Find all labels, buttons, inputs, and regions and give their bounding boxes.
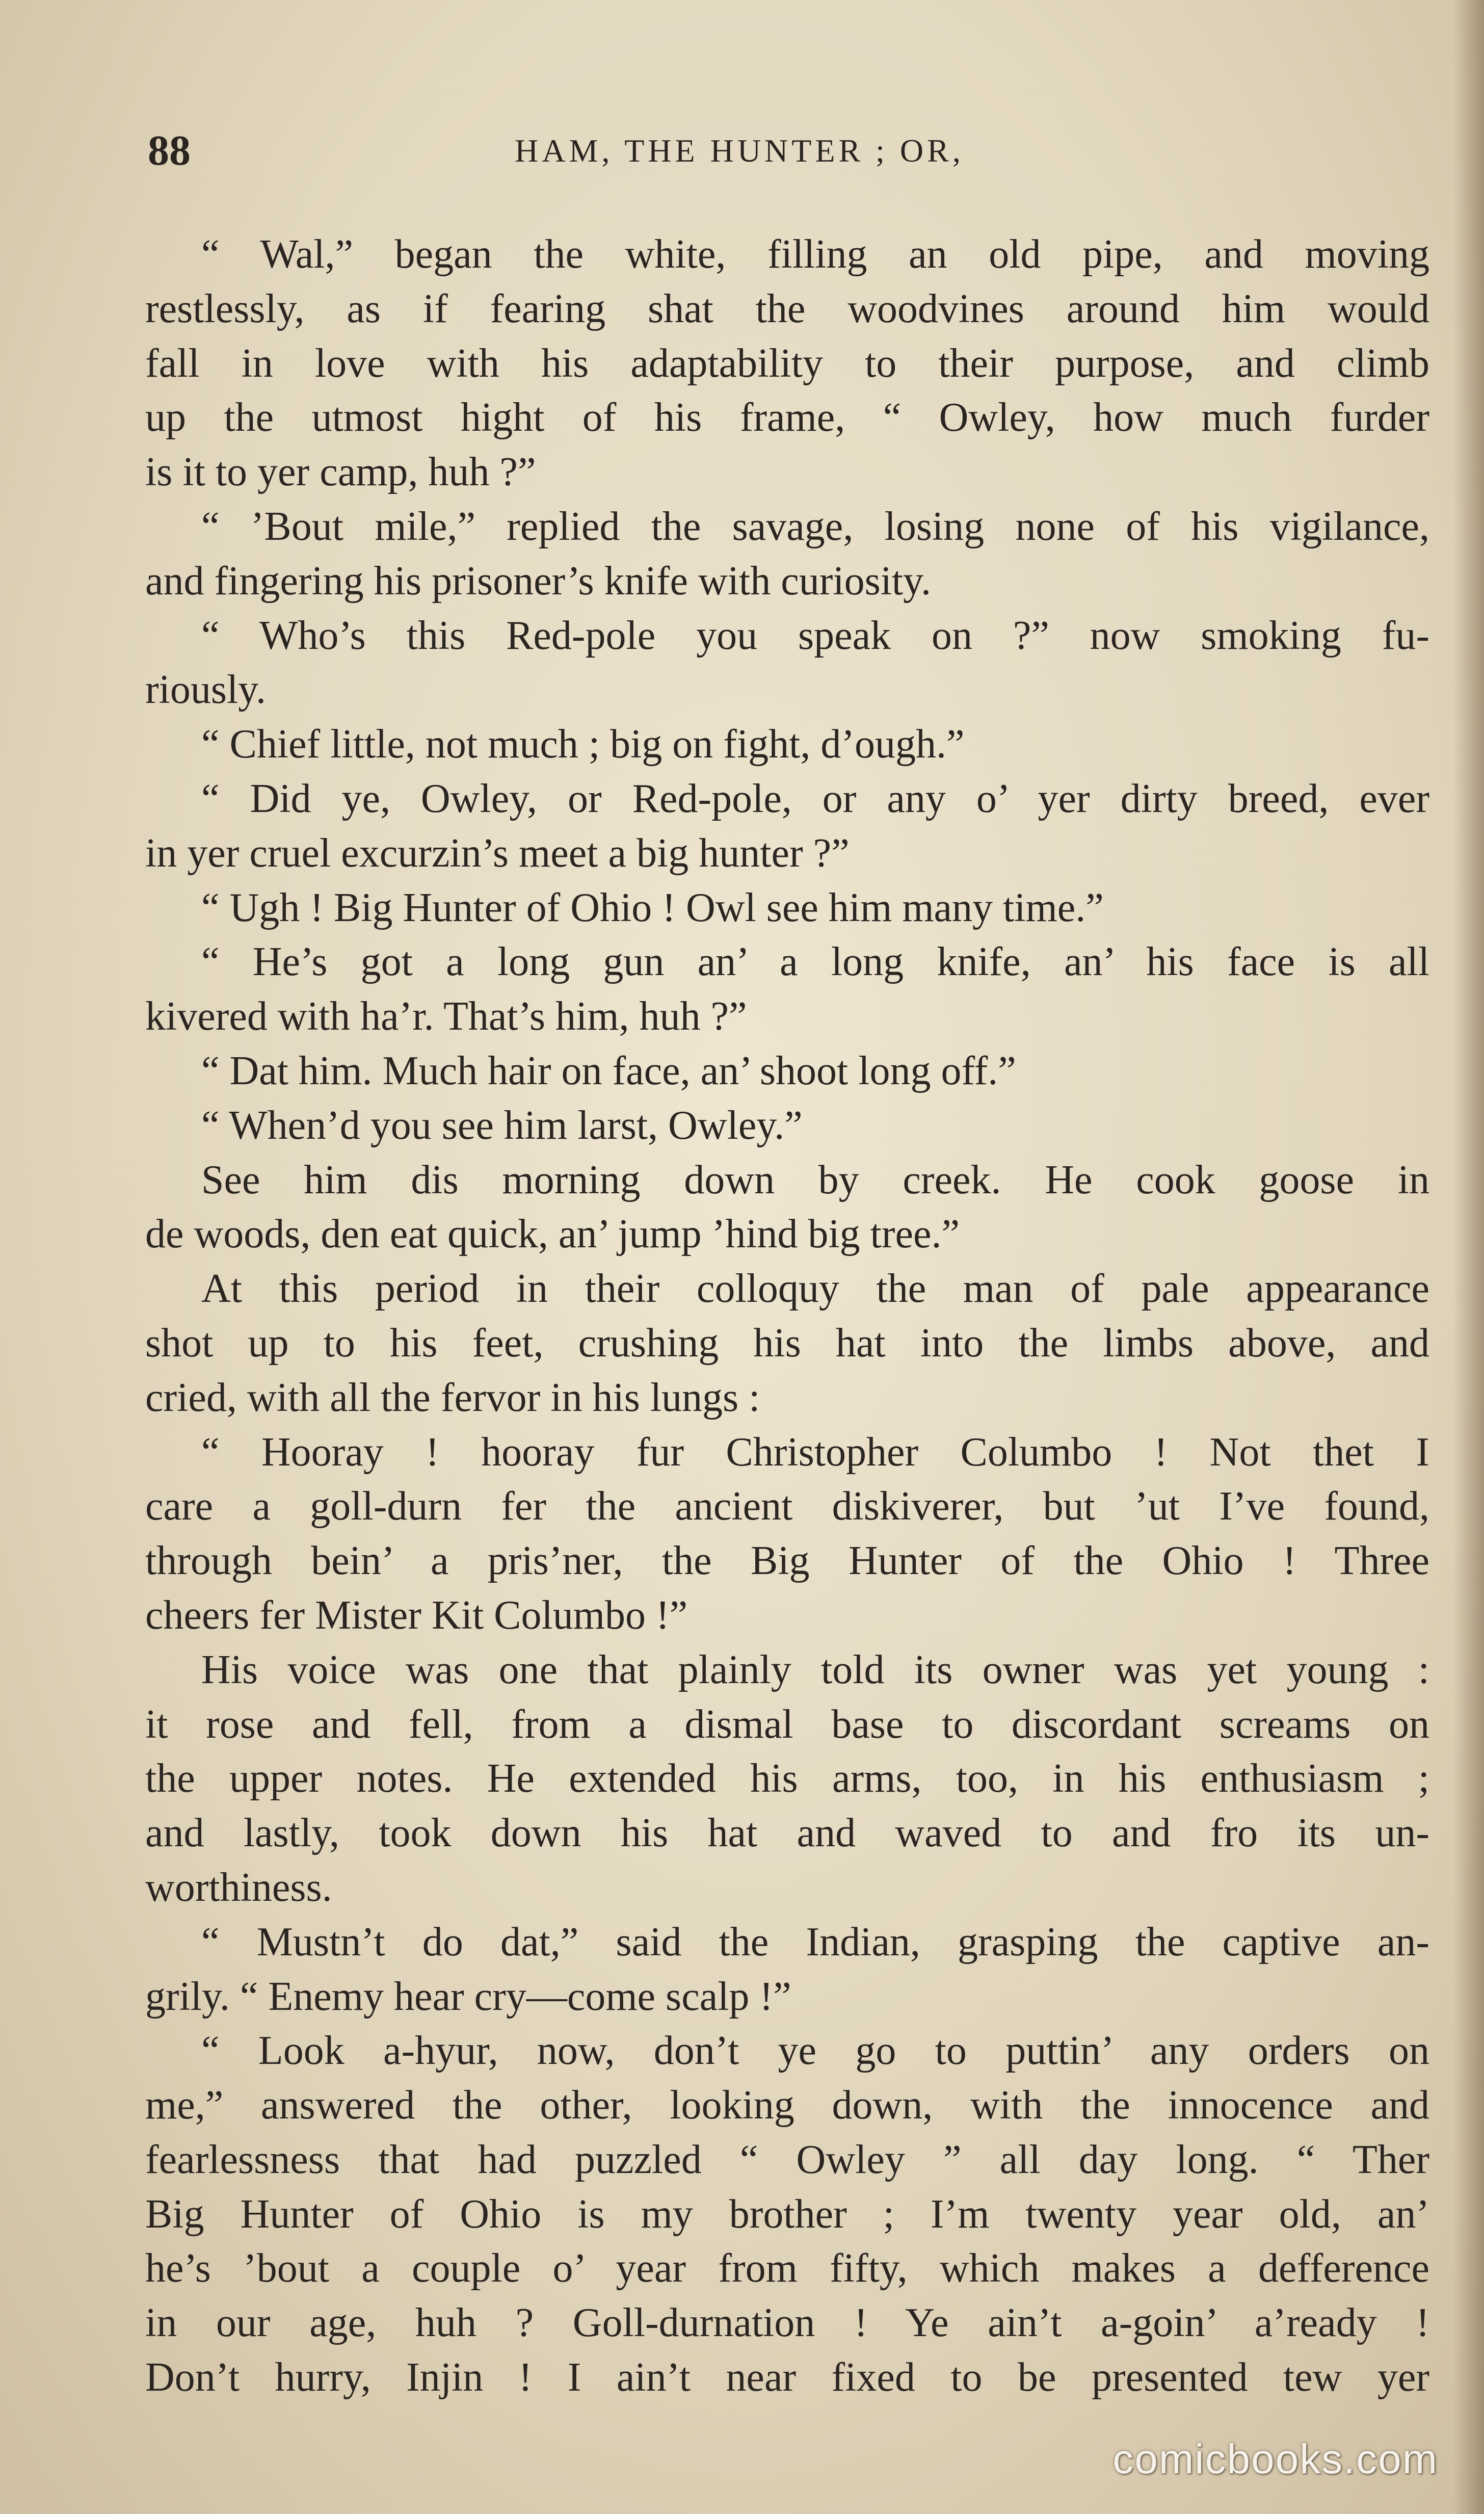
- text-line: “ When’d you see him larst, Owley.”: [201, 1103, 803, 1148]
- text-line: care a goll-durn fer the ancient diskiverer, but ’ut I’ve found,: [145, 1484, 1429, 1529]
- body-text: [145, 227, 1429, 2405]
- text-line: “ Chief little, not much ; big on fight, d’ough.”: [201, 722, 965, 767]
- text-line: and fingering his prisoner’s knife with curiosity.: [145, 558, 931, 604]
- text-line: “ Wal,” began the white, filling an old pipe, and moving: [201, 232, 1429, 277]
- text-line: the upper notes. He extended his arms, too, in his enthusiasm ;: [145, 1756, 1429, 1801]
- text-line: in our age, huh ? Goll-durnation ! Ye ain’t a-goin’ a’ready !: [145, 2300, 1429, 2346]
- text-line: through bein’ a pris’ner, the Big Hunter of the Ohio ! Three: [145, 1538, 1429, 1584]
- text-line: “ Mustn’t do dat,” said the Indian, grasping the captive an-: [201, 1919, 1429, 1965]
- text-line: restlessly, as if fearing shat the woodvines around him would: [145, 286, 1429, 331]
- text-line: “ ’Bout mile,” replied the savage, losing none of his vigilance,: [201, 504, 1429, 549]
- text-line: “ He’s got a long gun an’ a long knife, an’ his face is all: [201, 939, 1429, 985]
- text-line: is it to yer camp, huh ?”: [145, 450, 536, 495]
- watermark: comicbooks.com: [1112, 2436, 1438, 2482]
- text-line: His voice was one that plainly told its owner was yet young :: [201, 1647, 1429, 1692]
- text-line: “ Did ye, Owley, or Red-pole, or any o’ yer dirty breed, ever: [201, 776, 1429, 821]
- running-head: HAM, THE HUNTER ; OR,: [515, 133, 964, 169]
- text-line: kivered with ha’r. That’s him, huh ?”: [145, 994, 747, 1039]
- text-line: “ Look a-hyur, now, don’t ye go to puttin’ any orders on: [201, 2028, 1429, 2074]
- text-line: de woods, den eat quick, an’ jump ’hind big tree.”: [145, 1212, 960, 1257]
- text-line: and lastly, took down his hat and waved to and fro its un-: [145, 1811, 1429, 1856]
- text-line: “ Ugh ! Big Hunter of Ohio ! Owl see him many time.”: [201, 885, 1104, 930]
- text-line: Don’t hurry, Injin ! I ain’t near fixed to be presented tew yer: [145, 2355, 1429, 2400]
- text-line: worthiness.: [145, 1865, 332, 1910]
- page-number: 88: [148, 127, 191, 174]
- text-line: “ Who’s this Red-pole you speak on ?” now smoking fu-: [201, 613, 1429, 658]
- text-line: he’s ’bout a couple o’ year from fifty, which makes a defference: [145, 2246, 1429, 2291]
- text-line: me,” answered the other, looking down, with the innocence and: [145, 2083, 1429, 2128]
- text-line: grily. “ Enemy hear cry—come scalp !”: [145, 1974, 791, 2019]
- text-line: up the utmost hight of his frame, “ Owley, how much furder: [145, 395, 1429, 440]
- text-line: “ Hooray ! hooray fur Christopher Columbo ! Not thet I: [201, 1429, 1429, 1475]
- text-line: “ Dat him. Much hair on face, an’ shoot long off.”: [201, 1048, 1016, 1093]
- page-gutter-shadow: [1453, 0, 1484, 2514]
- text-line: cried, with all the fervor in his lungs :: [145, 1375, 760, 1420]
- text-line: fearlessness that had puzzled “ Owley ” all day long. “ Ther: [145, 2137, 1429, 2182]
- text-line: Big Hunter of Ohio is my brother ; I’m twenty year old, an’: [145, 2191, 1429, 2237]
- text-line: At this period in their colloquy the man of pale appearance: [201, 1266, 1429, 1312]
- text-line: shot up to his feet, crushing his hat into the limbs above, and: [145, 1320, 1429, 1366]
- text-line: See him dis morning down by creek. He cook goose in: [201, 1157, 1429, 1202]
- text-line: cheers fer Mister Kit Columbo !”: [145, 1592, 688, 1638]
- text-line: in yer cruel excurzin’s meet a big hunter ?”: [145, 830, 850, 876]
- text-line: fall in love with his adaptability to their purpose, and climb: [145, 341, 1429, 386]
- text-line: riously.: [145, 667, 267, 713]
- text-line: it rose and fell, from a dismal base to discordant screams on: [145, 1701, 1429, 1747]
- page-header: [148, 120, 1432, 181]
